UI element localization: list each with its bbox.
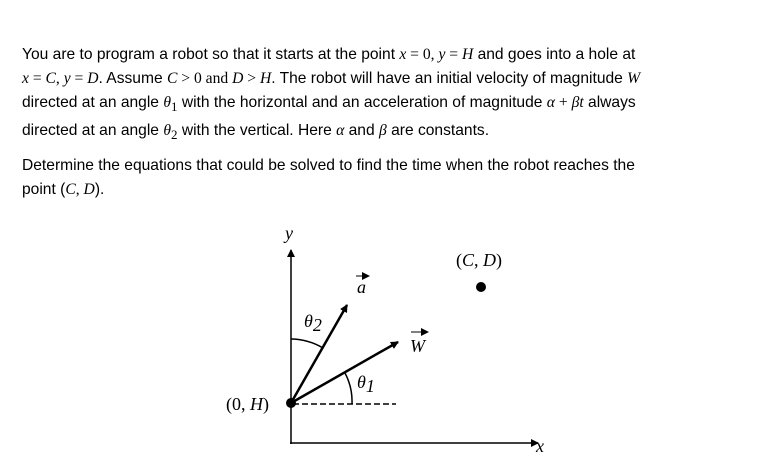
theta2-arc — [291, 339, 323, 348]
origin-point — [286, 398, 296, 408]
theta1-arc — [345, 373, 352, 404]
y-axis-label: y — [285, 223, 293, 243]
target-point — [476, 282, 486, 292]
problem-line-3: directed at an angle $\theta_1$ with the horizontal and an acceleration of magnitude α + βt always — [22, 94, 636, 115]
theta1-label: θ1 — [357, 372, 375, 396]
acceleration-label: a — [357, 277, 366, 297]
theta2-label: θ2 — [304, 311, 322, 335]
velocity-label: W — [410, 336, 425, 356]
x-axis-label: x — [536, 436, 544, 454]
problem-line-1: You are to program a robot so that it starts at the point x = 0, y = H and goes into a hole at — [22, 46, 636, 63]
target-label: (C, D) — [456, 250, 503, 270]
problem-line-2: x = C, y = D. Assume C > 0 and D > H. The robot will have an initial velocity of magnitude W — [22, 70, 641, 87]
question-line-2: point (C, D). — [22, 181, 105, 198]
question-line-1: Determine the equations that could be solved to find the time when the robot reaches the — [22, 157, 635, 174]
problem-line-4: directed at an angle $\theta_2$ with the vertical. Here α and β are constants. — [22, 122, 490, 143]
origin-label: (0, H) — [226, 394, 269, 414]
